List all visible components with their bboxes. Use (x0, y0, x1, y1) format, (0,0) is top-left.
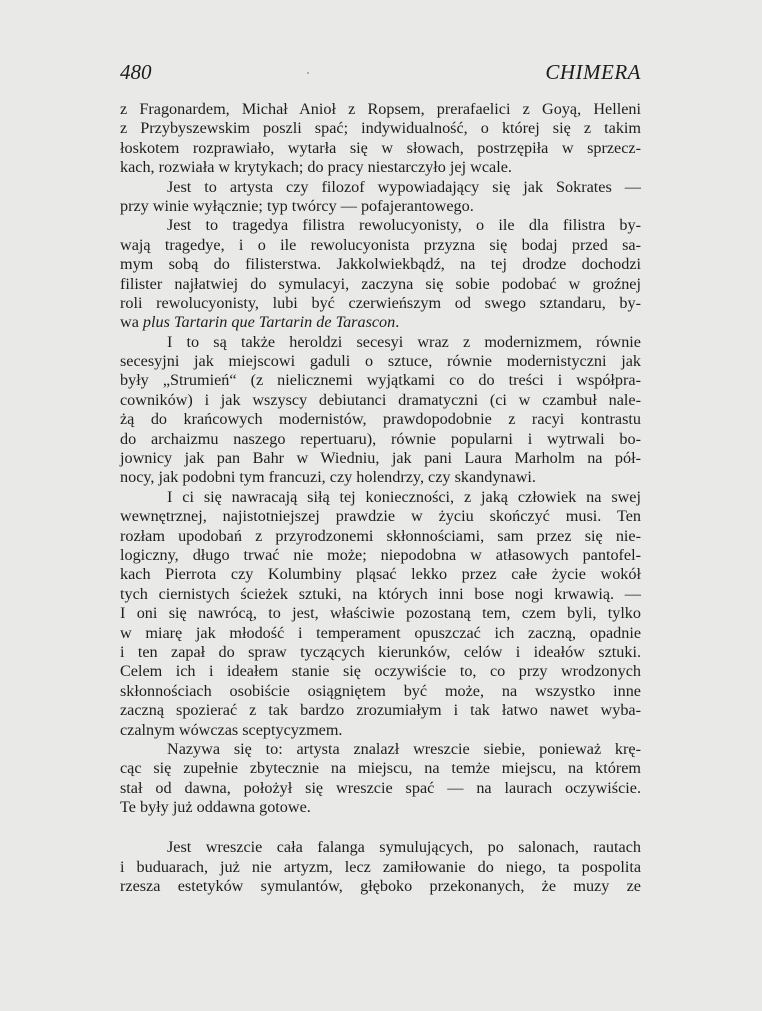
text-line: I to są także heroldzi secesyi wraz z modernizmem, równie (167, 332, 641, 351)
text-line: wają tragedye, i o ile rewolucyonista przyzna się bodaj przed sa- (120, 235, 641, 254)
text-line: Jest to tragedya filistra rewolucyonisty, o ile dla filistra by- (167, 216, 641, 235)
paragraph (120, 333, 641, 488)
text-line: tych ciernistych ścieżek sztuki, na których inni bose nogi krwawią. — (120, 584, 641, 603)
text-line: rozłam upodobań z przyrodzonemi skłonnościami, sam przez się nie- (120, 526, 641, 545)
paragraph (120, 216, 641, 332)
text-line: były „Strumień“ (z nielicznemi wyjątkami co do treści i współpra- (120, 371, 641, 390)
text-line: czalnym wówczas sceptycyzmem. (120, 720, 343, 739)
text-line: nocy, jak podobni tym francuzi, czy holendrzy, czy skandynawi. (120, 468, 536, 487)
paragraph (120, 838, 641, 896)
text-line: cowników) i jak wszyscy debiutanci dramatyczni (ci w czambuł nale- (120, 390, 641, 409)
italic-phrase: plus Tartarin que Tartarin de Tarascon (142, 313, 396, 332)
text-line: Te były już oddawna gotowe. (120, 798, 311, 817)
journal-title: CHIMERA (545, 60, 641, 84)
text-line: wewnętrznej, najistotniejszej prawdzie w życiu skończyć musi. Ten (120, 507, 641, 526)
text-line: i buduarach, już nie artyzm, lecz zamiłowanie do niego, ta pospolita (120, 857, 641, 876)
text-line: przy winie wyłącznie; typ twórcy — pofajerantowego. (120, 196, 474, 215)
text-line: stał od dawna, położył się wreszcie spać — na laurach oczywiście. (120, 778, 641, 797)
text-line: logiczny, długo trwać nie może; niepodobna w atłasowych pantofel- (120, 545, 641, 564)
paragraph (120, 488, 641, 740)
text-line: z Fragonardem, Michał Anioł z Ropsem, prerafaelici z Goyą, Helleni (120, 100, 641, 118)
text-line: I oni się nawrócą, to jest, właściwie pozostaną tem, czem byli, tylko (120, 604, 641, 623)
text-line: do archaizmu naszego repertuaru), równie popularni i wytrwali bo- (120, 429, 641, 448)
text-line: roli rewolucyonisty, lubi być czerwieńszym od swego sztandaru, by- (120, 293, 641, 312)
text-line: jownicy jak pan Bahr w Wiedniu, jak pani Laura Marholm na pół- (120, 449, 641, 468)
text-line: i ten zapał do spraw tyczących kierunków, celów i ideałów sztuki. (120, 642, 641, 661)
text-line: filister najłatwiej do symulacyi, zaczyna się sobie podobać w groźnej (120, 274, 641, 293)
paragraph (120, 100, 641, 178)
text-line: zaczną spozierać z tak bardzo zrozumiałym i tak łatwo nawet wyba- (120, 701, 641, 720)
section-break (120, 817, 641, 838)
text-run: . (395, 313, 400, 332)
text-line: mym sobą do filisterstwa. Jakkolwiekbądź, na tej drodze dochodzi (120, 255, 641, 274)
text-line (120, 313, 641, 332)
text-line: kach, rozwiała w krytykach; do pracy niestarczyło jej wcale. (120, 158, 512, 177)
text-line: z Przybyszewskim poszli spać; indywidualność, o której się z takim (120, 119, 641, 138)
text-line: skłonnościach osobiście osiągniętem być może, na wszystko inne (120, 681, 641, 700)
running-head (120, 58, 641, 86)
text-line: żą do krańcowych modernistów, prawdopodobnie z racyi kontrastu (120, 410, 641, 429)
text-line: Celem ich i ideałem stanie się oczywiście to, co przy wrodzonych (120, 662, 641, 681)
text-line: rzesza estetyków symulantów, głęboko przekonanych, że muzy ze (120, 877, 641, 896)
text-line: Jest wreszcie cała falanga symulujących, po salonach, rautach (167, 838, 641, 857)
text-line: I ci się nawracają siłą tej konieczności, z jaką człowiek na swej (167, 487, 641, 506)
page-number: 480 (120, 60, 152, 84)
paragraph (120, 740, 641, 818)
body-text (120, 100, 641, 897)
text-line: w miarę jak młodość i temperament opuszczać ich zaczną, opadnie (120, 623, 641, 642)
text-line: secesyjni jak miejscowi gaduli o sztuce, równie modernistyczni jak (120, 352, 641, 371)
text-line: kach Pierrota czy Kolumbiny pląsać lekko przez całe życie wokół (120, 565, 641, 584)
text-line: Jest to artysta czy filozof wypowiadający się jak Sokrates — (167, 177, 641, 196)
paragraph (120, 178, 641, 217)
print-speck (307, 72, 309, 74)
text-run: wa (120, 313, 143, 332)
text-line: cąc się zupełnie zbytecznie na miejscu, na temże miejscu, na którem (120, 759, 641, 778)
text-line: Nazywa się to: artysta znalazł wreszcie siebie, ponieważ krę- (167, 739, 641, 758)
text-line: łoskotem rozprawiało, wytarła się w słowach, postrzępiła w sprzecz- (120, 138, 641, 157)
